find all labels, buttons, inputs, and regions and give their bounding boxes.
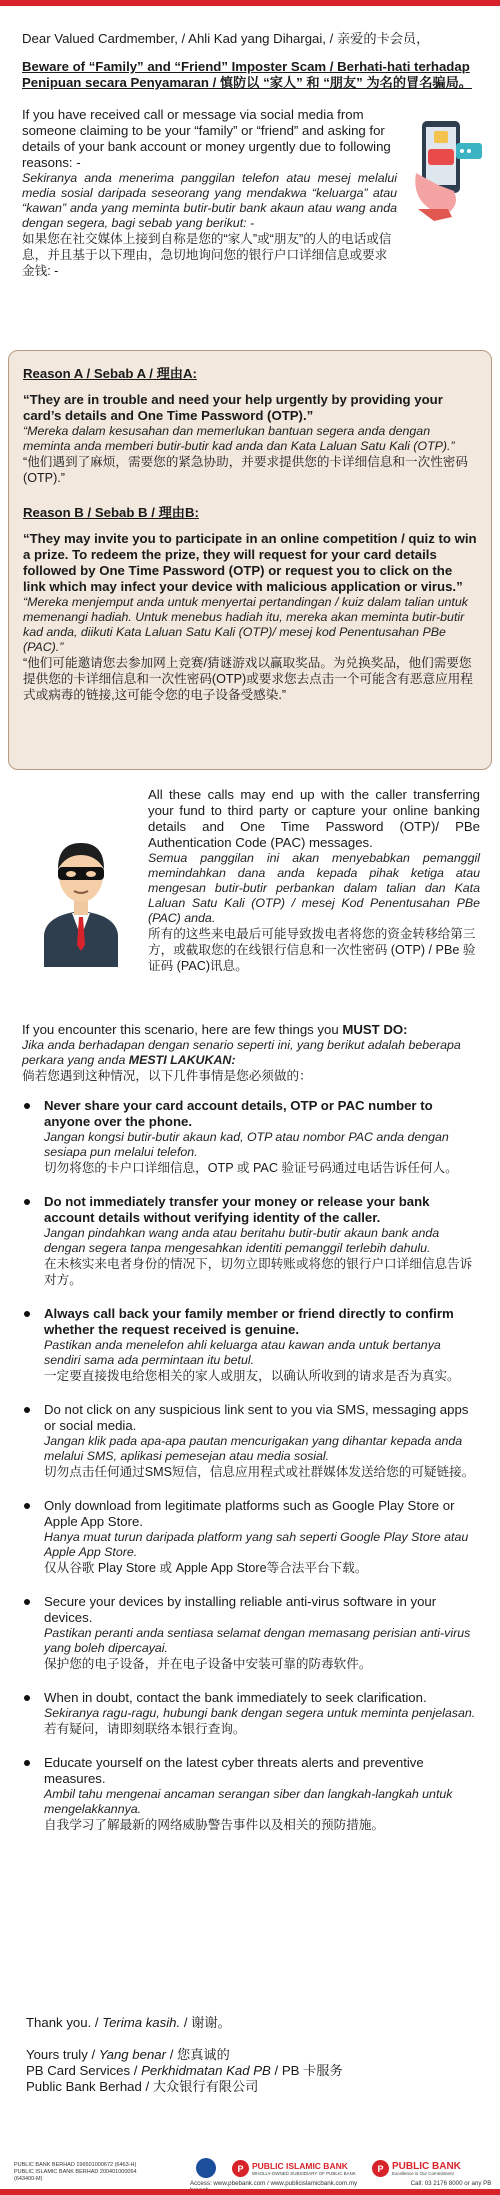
public-islamic-bank-logo bbox=[232, 2160, 356, 2177]
bullet-icon bbox=[24, 1599, 30, 1605]
public-bank-logo bbox=[372, 2160, 461, 2177]
list-item bbox=[22, 1098, 478, 1176]
tips-list bbox=[22, 1098, 478, 1833]
tip-zh: 仅从谷歌 Play Store 或 Apple App Store等合法平台下载。 bbox=[44, 1561, 368, 1575]
tip-ms: Jangan kongsi butir-butir akaun kad, OTP atau nombor PAC anda dengan sesiapa pun melalui telefon. bbox=[44, 1130, 449, 1159]
dept-ms: Perkhidmatan Kad PB bbox=[141, 2063, 271, 2078]
tip-ms: Ambil tahu mengenai ancaman serangan siber dan langkah-langkah untuk mengelakkannya. bbox=[44, 1787, 453, 1816]
tip-ms: Sekiranya ragu-ragu, hubungi bank dengan segera untuk meminta penjelasan. bbox=[44, 1706, 476, 1720]
tip-zh: 在未核实来电者身份的情况下，切勿立即转账或将您的银行户口详细信息告诉对方。 bbox=[44, 1257, 473, 1287]
tips-intro-zh: 倘若您遇到这种情况，以下几件事情是您必须做的： bbox=[22, 1069, 312, 1083]
bullet-icon bbox=[24, 1503, 30, 1509]
tip-zh: 若有疑问，请即刻联络本银行查询。 bbox=[44, 1722, 246, 1736]
consequence-zh: 所有的这些来电最后可能导致拨电者将您的资金转移给第三方，或截取您的在线银行信息和一次性密码 (OTP) / PBe 验证码 (PAC)讯息。 bbox=[148, 927, 476, 973]
consequence-en: All these calls may end up with the caller transferring your fund to third party or capture your online banking details and One Time Password (OTP)/ PBe Authentication Code (PAC) messages. bbox=[148, 787, 480, 850]
tips-intro bbox=[22, 1022, 478, 1084]
tip-en: Never share your card account details, OTP or PAC number to anyone over the phone. bbox=[44, 1098, 433, 1129]
bullet-icon bbox=[24, 1103, 30, 1109]
call-text: Call: 03 2176 8000 or any PB bbox=[410, 2180, 492, 2187]
department-line bbox=[26, 2063, 476, 2079]
tip-zh: 切勿点击任何通过SMS短信，信息应用程式或社群媒体发送给您的可疑链接。 bbox=[44, 1465, 475, 1479]
bullet-icon bbox=[24, 1695, 30, 1701]
list-item bbox=[22, 1690, 478, 1737]
thanks-zh: / 谢谢。 bbox=[180, 2015, 231, 2030]
tip-en: Only download from legitimate platforms such as Google Play Store or Apple App Store. bbox=[44, 1498, 455, 1529]
intro-zh: 如果您在社交媒体上接到自称是您的“家人”或“朋友”的人的电话或信息，并且基于以下理由，急切地询问您的银行户口详细信息或要求金钱: - bbox=[22, 232, 392, 278]
dept-en: PB Card Services / bbox=[26, 2063, 142, 2078]
greeting: Dear Valued Cardmember, / Ahli Kad yang Dihargai, / 亲爱的卡会员， bbox=[22, 31, 430, 46]
tip-en: Do not immediately transfer your money or release your bank account details without verifying identity of the caller. bbox=[44, 1194, 430, 1225]
tip-en: Do not click on any suspicious link sent to you via SMS, messaging apps or social media. bbox=[44, 1402, 469, 1433]
bullet-icon bbox=[24, 1311, 30, 1317]
masked-scammer-illustration bbox=[36, 827, 126, 967]
list-item bbox=[22, 1594, 478, 1672]
dept-zh: / PB 卡服务 bbox=[270, 2063, 343, 2078]
list-item bbox=[22, 1402, 478, 1480]
bank-name: Public Bank Berhad / 大众银行有限公司 bbox=[26, 2079, 259, 2094]
consequence-section bbox=[22, 787, 478, 987]
tip-zh: 一定要直接拨电给您相关的家人或朋友，以确认所收到的请求是否为真实。 bbox=[44, 1369, 460, 1383]
tip-ms: Jangan pindahkan wang anda atau beritahu butir-butir akaun bank anda dengan segera tanpa mengesahkan identiti pemanggil terlebih dahulu. bbox=[44, 1226, 440, 1255]
tip-zh: 保护您的电子设备，并在电子设备中安装可靠的防毒软件。 bbox=[44, 1657, 372, 1671]
tip-en: Educate yourself on the latest cyber threats alerts and preventive measures. bbox=[44, 1755, 424, 1786]
list-item bbox=[22, 1306, 478, 1384]
yours-en: Yours truly / bbox=[26, 2047, 99, 2062]
tips-section bbox=[22, 1022, 478, 1851]
closing-section bbox=[26, 2015, 476, 2095]
intro-ms: Sekiranya anda menerima panggilan telefon atau mesej melalui media sosial daripada seseorang yang mendakwa “keluarga” atau “kawan” anda yang meminta butir-butir bank akaun atau wang anda dengan segera, bagi sebab yang berikut: - bbox=[22, 171, 397, 230]
tip-en: Secure your devices by installing reliable anti-virus software in your devices. bbox=[44, 1594, 437, 1625]
tip-en: Always call back your family member or friend directly to confirm whether the request received is genuine. bbox=[44, 1306, 454, 1337]
top-red-bar bbox=[0, 0, 500, 6]
fine-print-2: PUBLIC ISLAMIC BANK BERHAD 200401000064 (643400-M) bbox=[14, 2169, 137, 2182]
tip-ms: Hanya muat turun daripada platform yang sah seperti Google Play Store atau Apple App Store. bbox=[44, 1530, 469, 1559]
pb-logo-text: PUBLIC BANK bbox=[392, 2160, 461, 2172]
mesti-lakukan-label: MESTI LAKUKAN: bbox=[128, 1053, 236, 1067]
reason-b-heading: Reason B / Sebab B / 理由B: bbox=[23, 505, 199, 520]
thanks-ms: Terima kasih. bbox=[102, 2015, 181, 2030]
page-title: Beware of “Family” and “Friend” Imposter Scam / Berhati-hati terhadap Penipuan secara Penyamaran / 慎防以 “家人” 和 “朋友” 为名的冒名骗局。 bbox=[22, 59, 472, 90]
reason-a-heading: Reason A / Sebab A / 理由A: bbox=[23, 366, 197, 381]
intro-en: If you have received call or message via social media from someone claiming to be your “family” or “friend” and asking for details of your bank account or money urgently due to following reasons: - bbox=[22, 107, 391, 170]
bottom-red-bar bbox=[0, 2189, 500, 2195]
list-item bbox=[22, 1194, 478, 1288]
list-item bbox=[22, 1498, 478, 1576]
reason-a-ms: “Mereka dalam kesusahan dan memerlukan bantuan segera anda dengan meminta anda memberi butir-butir kad anda dan Kata Laluan Satu Kali (OTP).” bbox=[23, 424, 455, 453]
consequence-ms: Semua panggilan ini akan menyebabkan pemanggil memindahkan dana anda kepada pihak ketiga atau mengesan butir-butir perbankan dalam talian dan Kata Laluan Satu Kali (OTP) / mesej Kod Penentusahan PBe (PAC) anda. bbox=[148, 851, 480, 925]
yours-zh: / 您真诚的 bbox=[166, 2047, 230, 2062]
tip-zh: 切勿将您的卡户口详细信息，OTP 或 PAC 验证号码通过电话告诉任何人。 bbox=[44, 1161, 458, 1175]
yours-line bbox=[26, 2047, 476, 2063]
tip-zh: 自我学习了解最新的网络威胁警告事件以及相关的预防措施。 bbox=[44, 1818, 385, 1832]
footer bbox=[0, 2158, 500, 2189]
phone-scam-illustration bbox=[408, 113, 486, 223]
tip-ms: Pastikan anda menelefon ahli keluarga atau kawan anda untuk bertanya sendiri sama ada permintaan itu betul. bbox=[44, 1338, 441, 1367]
bullet-icon bbox=[24, 1199, 30, 1205]
thanks-line bbox=[26, 2015, 476, 2031]
thanks-en: Thank you. / bbox=[26, 2015, 103, 2030]
tip-ms: Pastikan peranti anda sentiasa selamat dengan memasang perisian anti-virus yang boleh dipercayai. bbox=[44, 1626, 471, 1655]
pib-logo-mark-icon: P bbox=[232, 2160, 249, 2177]
reason-b-zh: “他们可能邀请您去参加网上竞赛/猜谜游戏以赢取奖品。为兑换奖品，他们需要您提供您的卡详细信息和一次性密码(OTP)或要求您去点击一个可能含有恶意应用程式或病毒的链接,这可能令您的电子设备受感染.” bbox=[23, 656, 473, 702]
reason-b-ms: “Mereka menjemput anda untuk menyertai pertandingan / kuiz dalam talian untuk memenangi hadiah. Untuk menebus hadiah itu, mereka akan meminta butir-butir kad anda, diikuti Kata Laluan Satu Kali (OTP)/ mesej kod Penentusahan PBe (PAC).” bbox=[23, 595, 468, 654]
bullet-icon bbox=[24, 1407, 30, 1413]
pib-logo-sub: WHOLLY-OWNED SUBSIDIARY OF PUBLIC BANK bbox=[252, 2170, 356, 2176]
tips-intro-en: If you encounter this scenario, here are few things you bbox=[22, 1022, 343, 1037]
fine-print bbox=[14, 2162, 144, 2183]
reason-b-en: “They may invite you to participate in an online competition / quiz to win a prize. To redeem the prize, they will request for your card details followed by One Time Password (OTP) or request you to click on the link which may infect your device with malicious application or virus.” bbox=[23, 531, 477, 594]
pib-logo-text: PUBLIC ISLAMIC BANK bbox=[252, 2160, 348, 2171]
tip-ms: Jangan klik pada apa-apa pautan mencurigakan yang dihantar kepada anda melalui SMS, aplikasi pemesejan atau media sosial. bbox=[44, 1434, 463, 1463]
tips-intro-ms: Jika anda berhadapan dengan senario seperti ini, yang berikut adalah beberapa perkara yang anda bbox=[22, 1038, 461, 1067]
yours-ms: Yang benar bbox=[98, 2047, 167, 2062]
list-item bbox=[22, 1755, 478, 1833]
reasons-box bbox=[8, 350, 492, 770]
notice-header bbox=[22, 28, 478, 327]
pb-logo-sub: Excellence is Our Commitment bbox=[392, 2170, 454, 2176]
reason-a-zh: “他们遇到了麻烦，需要您的紧急协助，并要求提供您的卡详细信息和一次性密码(OTP).” bbox=[23, 455, 468, 485]
tip-en: When in doubt, contact the bank immediately to seek clarification. bbox=[44, 1690, 427, 1705]
fine-print-1: PUBLIC BANK BERHAD 196501000672 (6463-H) bbox=[14, 2162, 137, 2168]
access-link-text[interactable]: Access: www.pbebank.com / www.publicislamicbank.com.my bbox=[190, 2180, 358, 2187]
reason-a-en: “They are in trouble and need your help urgently by providing your card’s details and One Time Password (OTP).” bbox=[23, 392, 443, 423]
pb-logo-mark-icon: P bbox=[372, 2160, 389, 2177]
intro-section bbox=[22, 107, 478, 327]
must-do-label: MUST DO: bbox=[342, 1022, 408, 1037]
bullet-icon bbox=[24, 1760, 30, 1766]
blue-badge-icon bbox=[196, 2158, 216, 2178]
